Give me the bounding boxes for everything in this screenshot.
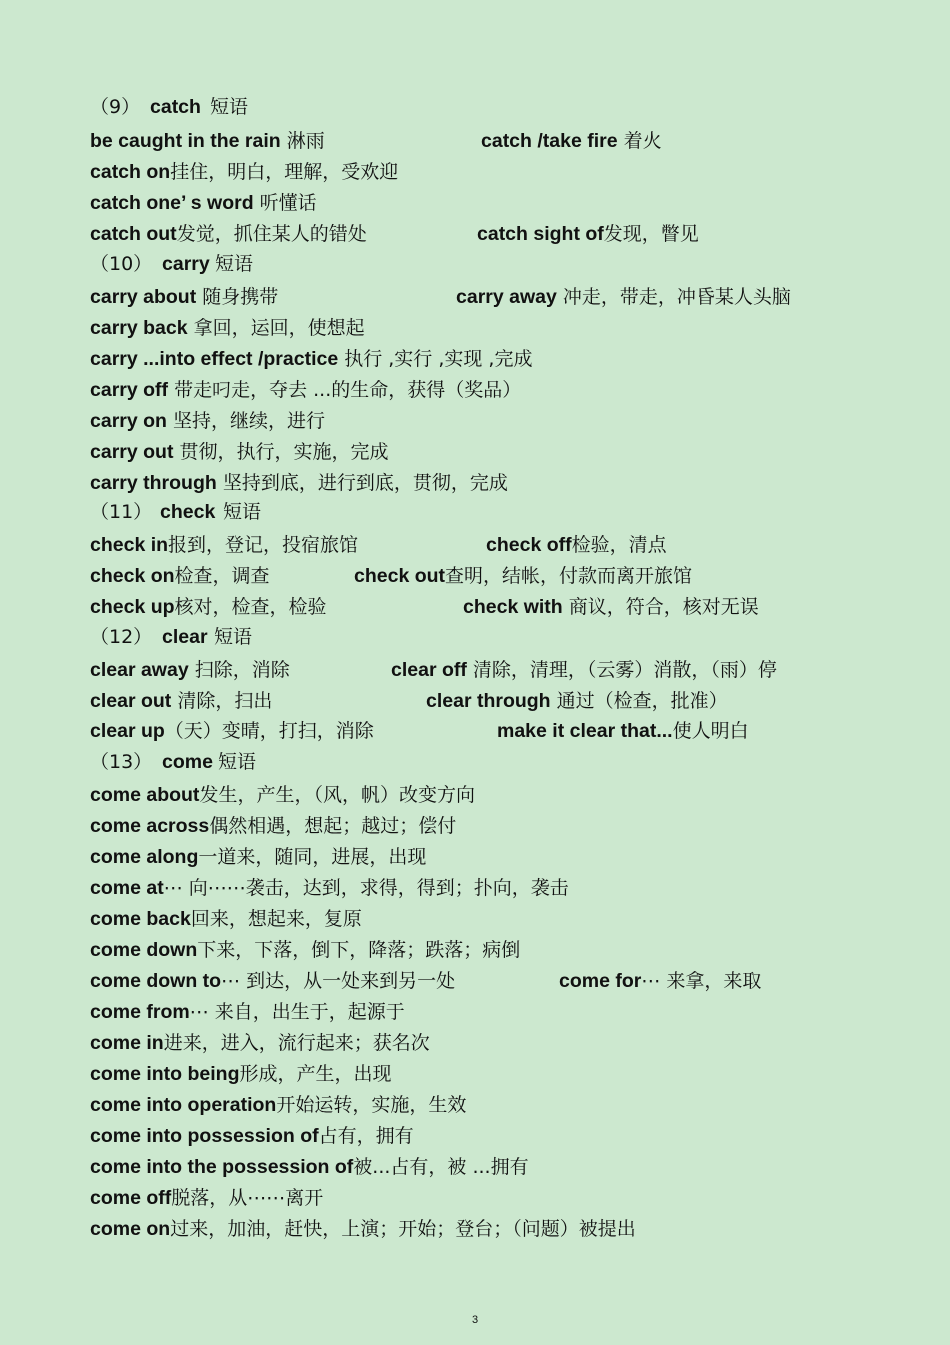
phrase-en: carry on bbox=[90, 410, 167, 432]
phrase-zh: 发觉，抓住某人的错处 bbox=[176, 223, 367, 245]
phrase-zh: 着火 bbox=[617, 130, 662, 152]
heading-word: clear bbox=[162, 626, 208, 648]
heading-number: （12） bbox=[90, 626, 153, 648]
phrase-zh: 拿回，运回，使想起 bbox=[187, 317, 365, 339]
phrase-en: carry away bbox=[456, 286, 557, 308]
phrase-en: come from bbox=[90, 1001, 190, 1023]
phrase-en: come into being bbox=[90, 1063, 240, 1085]
heading-word: catch bbox=[150, 96, 201, 118]
phrase-en: come in bbox=[90, 1032, 164, 1054]
phrase-en: carry out bbox=[90, 441, 174, 463]
heading-suffix: 短语 bbox=[210, 96, 249, 118]
heading-suffix: 短语 bbox=[223, 501, 262, 523]
phrase-en: catch on bbox=[90, 161, 171, 183]
phrase-zh: 随身携带 bbox=[196, 286, 279, 308]
phrase-zh: 脱落，从⋯⋯离开 bbox=[171, 1187, 324, 1209]
phrase-zh: 下来，下落，倒下，降落；跌落；病倒 bbox=[197, 939, 521, 961]
heading-word: come bbox=[162, 751, 213, 773]
phrase-zh: 清除，扫出 bbox=[171, 690, 273, 712]
phrase-en: catch one’ s word bbox=[90, 192, 254, 214]
phrase-en: check with bbox=[463, 596, 563, 618]
phrase-en: carry through bbox=[90, 472, 217, 494]
phrase-en: carry back bbox=[90, 317, 188, 339]
phrase-zh: 发生，产生，（风，帆）改变方向 bbox=[199, 784, 475, 806]
phrase-zh: （天）变晴，打扫，消除 bbox=[164, 720, 374, 742]
phrase-zh: 坚持，继续，进行 bbox=[166, 410, 325, 432]
phrase-zh: ⋯ 到达，从一处来到另一处 bbox=[221, 970, 456, 992]
phrase-en: carry off bbox=[90, 379, 169, 401]
phrase-zh: 检验，清点 bbox=[571, 534, 667, 556]
phrase-zh: 检查，调查 bbox=[174, 565, 270, 587]
phrase-en: carry about bbox=[90, 286, 197, 308]
phrase-zh: 形成，产生，出现 bbox=[239, 1063, 392, 1085]
phrase-zh: 冲走，带走，冲昏某人头脑 bbox=[556, 286, 791, 308]
phrase-zh: 被...占有，被 ...拥有 bbox=[353, 1156, 529, 1178]
phrase-zh: 开始运转，实施，生效 bbox=[276, 1094, 467, 1116]
phrase-en: come into the possession of bbox=[90, 1156, 354, 1178]
phrase-en: clear out bbox=[90, 690, 172, 712]
phrase-en: come along bbox=[90, 846, 199, 868]
phrase-zh: ⋯ 向⋯⋯袭击，达到，求得，得到；扑向，袭击 bbox=[163, 877, 569, 899]
heading-suffix: 短语 bbox=[214, 626, 253, 648]
phrase-en: check in bbox=[90, 534, 169, 556]
heading-number: （13） bbox=[90, 751, 153, 773]
phrase-zh: 坚持到底，进行到底，贯彻，完成 bbox=[216, 472, 508, 494]
phrase-zh: ⋯ 来拿，来取 bbox=[641, 970, 762, 992]
phrase-en: catch out bbox=[90, 223, 177, 245]
phrase-en: clear away bbox=[90, 659, 189, 681]
phrase-en: catch sight of bbox=[477, 223, 604, 245]
phrase-en: come about bbox=[90, 784, 200, 806]
phrase-en: clear up bbox=[90, 720, 165, 742]
phrase-zh: 淋雨 bbox=[280, 130, 325, 152]
phrase-zh: 执行 ,实行 ,实现 ,完成 bbox=[338, 348, 533, 370]
phrase-zh: 进来，进入，流行起来；获名次 bbox=[163, 1032, 430, 1054]
phrase-zh: 清除，清理，（云雾）消散，（雨）停 bbox=[466, 659, 777, 681]
phrase-en: come down to bbox=[90, 970, 222, 992]
phrase-en: come across bbox=[90, 815, 210, 837]
heading-word: carry bbox=[162, 253, 210, 275]
phrase-zh: 查明，结帐，付款而离开旅馆 bbox=[445, 565, 693, 587]
phrase-en: check off bbox=[486, 534, 572, 556]
phrase-en: come off bbox=[90, 1187, 172, 1209]
phrase-en: come at bbox=[90, 877, 164, 899]
phrase-zh: 回来，想起来，复原 bbox=[190, 908, 362, 930]
phrase-en: catch /take fire bbox=[481, 130, 618, 152]
phrase-en: clear off bbox=[391, 659, 467, 681]
heading-suffix: 短语 bbox=[215, 253, 254, 275]
phrase-zh: 听懂话 bbox=[253, 192, 317, 214]
phrase-en: make it clear that... bbox=[497, 720, 673, 742]
phrase-en: come into possession of bbox=[90, 1125, 319, 1147]
heading-suffix: 短语 bbox=[218, 751, 257, 773]
phrase-en: come down bbox=[90, 939, 198, 961]
phrase-zh: 扫除，消除 bbox=[188, 659, 290, 681]
phrase-zh: 一道来，随同，进展，出现 bbox=[198, 846, 427, 868]
phrase-zh: 占有，拥有 bbox=[318, 1125, 414, 1147]
phrase-zh: 使人明白 bbox=[672, 720, 749, 742]
phrase-en: check out bbox=[354, 565, 446, 587]
phrase-zh: 报到，登记，投宿旅馆 bbox=[168, 534, 359, 556]
phrase-zh: 通过（检查，批准） bbox=[550, 690, 728, 712]
phrase-en: come into operation bbox=[90, 1094, 277, 1116]
phrase-zh: 过来，加油，赶快，上演；开始；登台；（问题）被提出 bbox=[170, 1218, 636, 1240]
phrase-zh: 挂住，明白，理解，受欢迎 bbox=[170, 161, 399, 183]
phrase-en: come for bbox=[559, 970, 642, 992]
heading-number: （10） bbox=[90, 253, 153, 275]
phrase-zh: 带走叼走，夺去 ...的生命，获得（奖品） bbox=[168, 379, 522, 401]
phrase-en: carry ...into effect /practice bbox=[90, 348, 339, 370]
phrase-zh: 发现，瞥见 bbox=[603, 223, 699, 245]
heading-number: （11） bbox=[90, 501, 153, 523]
heading-number: （9） bbox=[90, 96, 141, 118]
phrase-zh: 商议，符合，核对无误 bbox=[562, 596, 759, 618]
phrase-en: be caught in the rain bbox=[90, 130, 281, 152]
phrase-zh: 偶然相遇，想起；越过；偿付 bbox=[209, 815, 457, 837]
phrase-en: come back bbox=[90, 908, 191, 930]
page-number: 3 bbox=[471, 1314, 479, 1326]
phrase-zh: ⋯ 来自，出生于，起源于 bbox=[189, 1001, 405, 1023]
phrase-en: come on bbox=[90, 1218, 171, 1240]
phrase-en: clear through bbox=[426, 690, 551, 712]
phrase-en: check on bbox=[90, 565, 175, 587]
phrase-zh: 贯彻，执行，实施，完成 bbox=[173, 441, 389, 463]
phrase-zh: 核对，检查，检验 bbox=[174, 596, 327, 618]
heading-word: check bbox=[160, 501, 216, 523]
phrase-en: check up bbox=[90, 596, 175, 618]
